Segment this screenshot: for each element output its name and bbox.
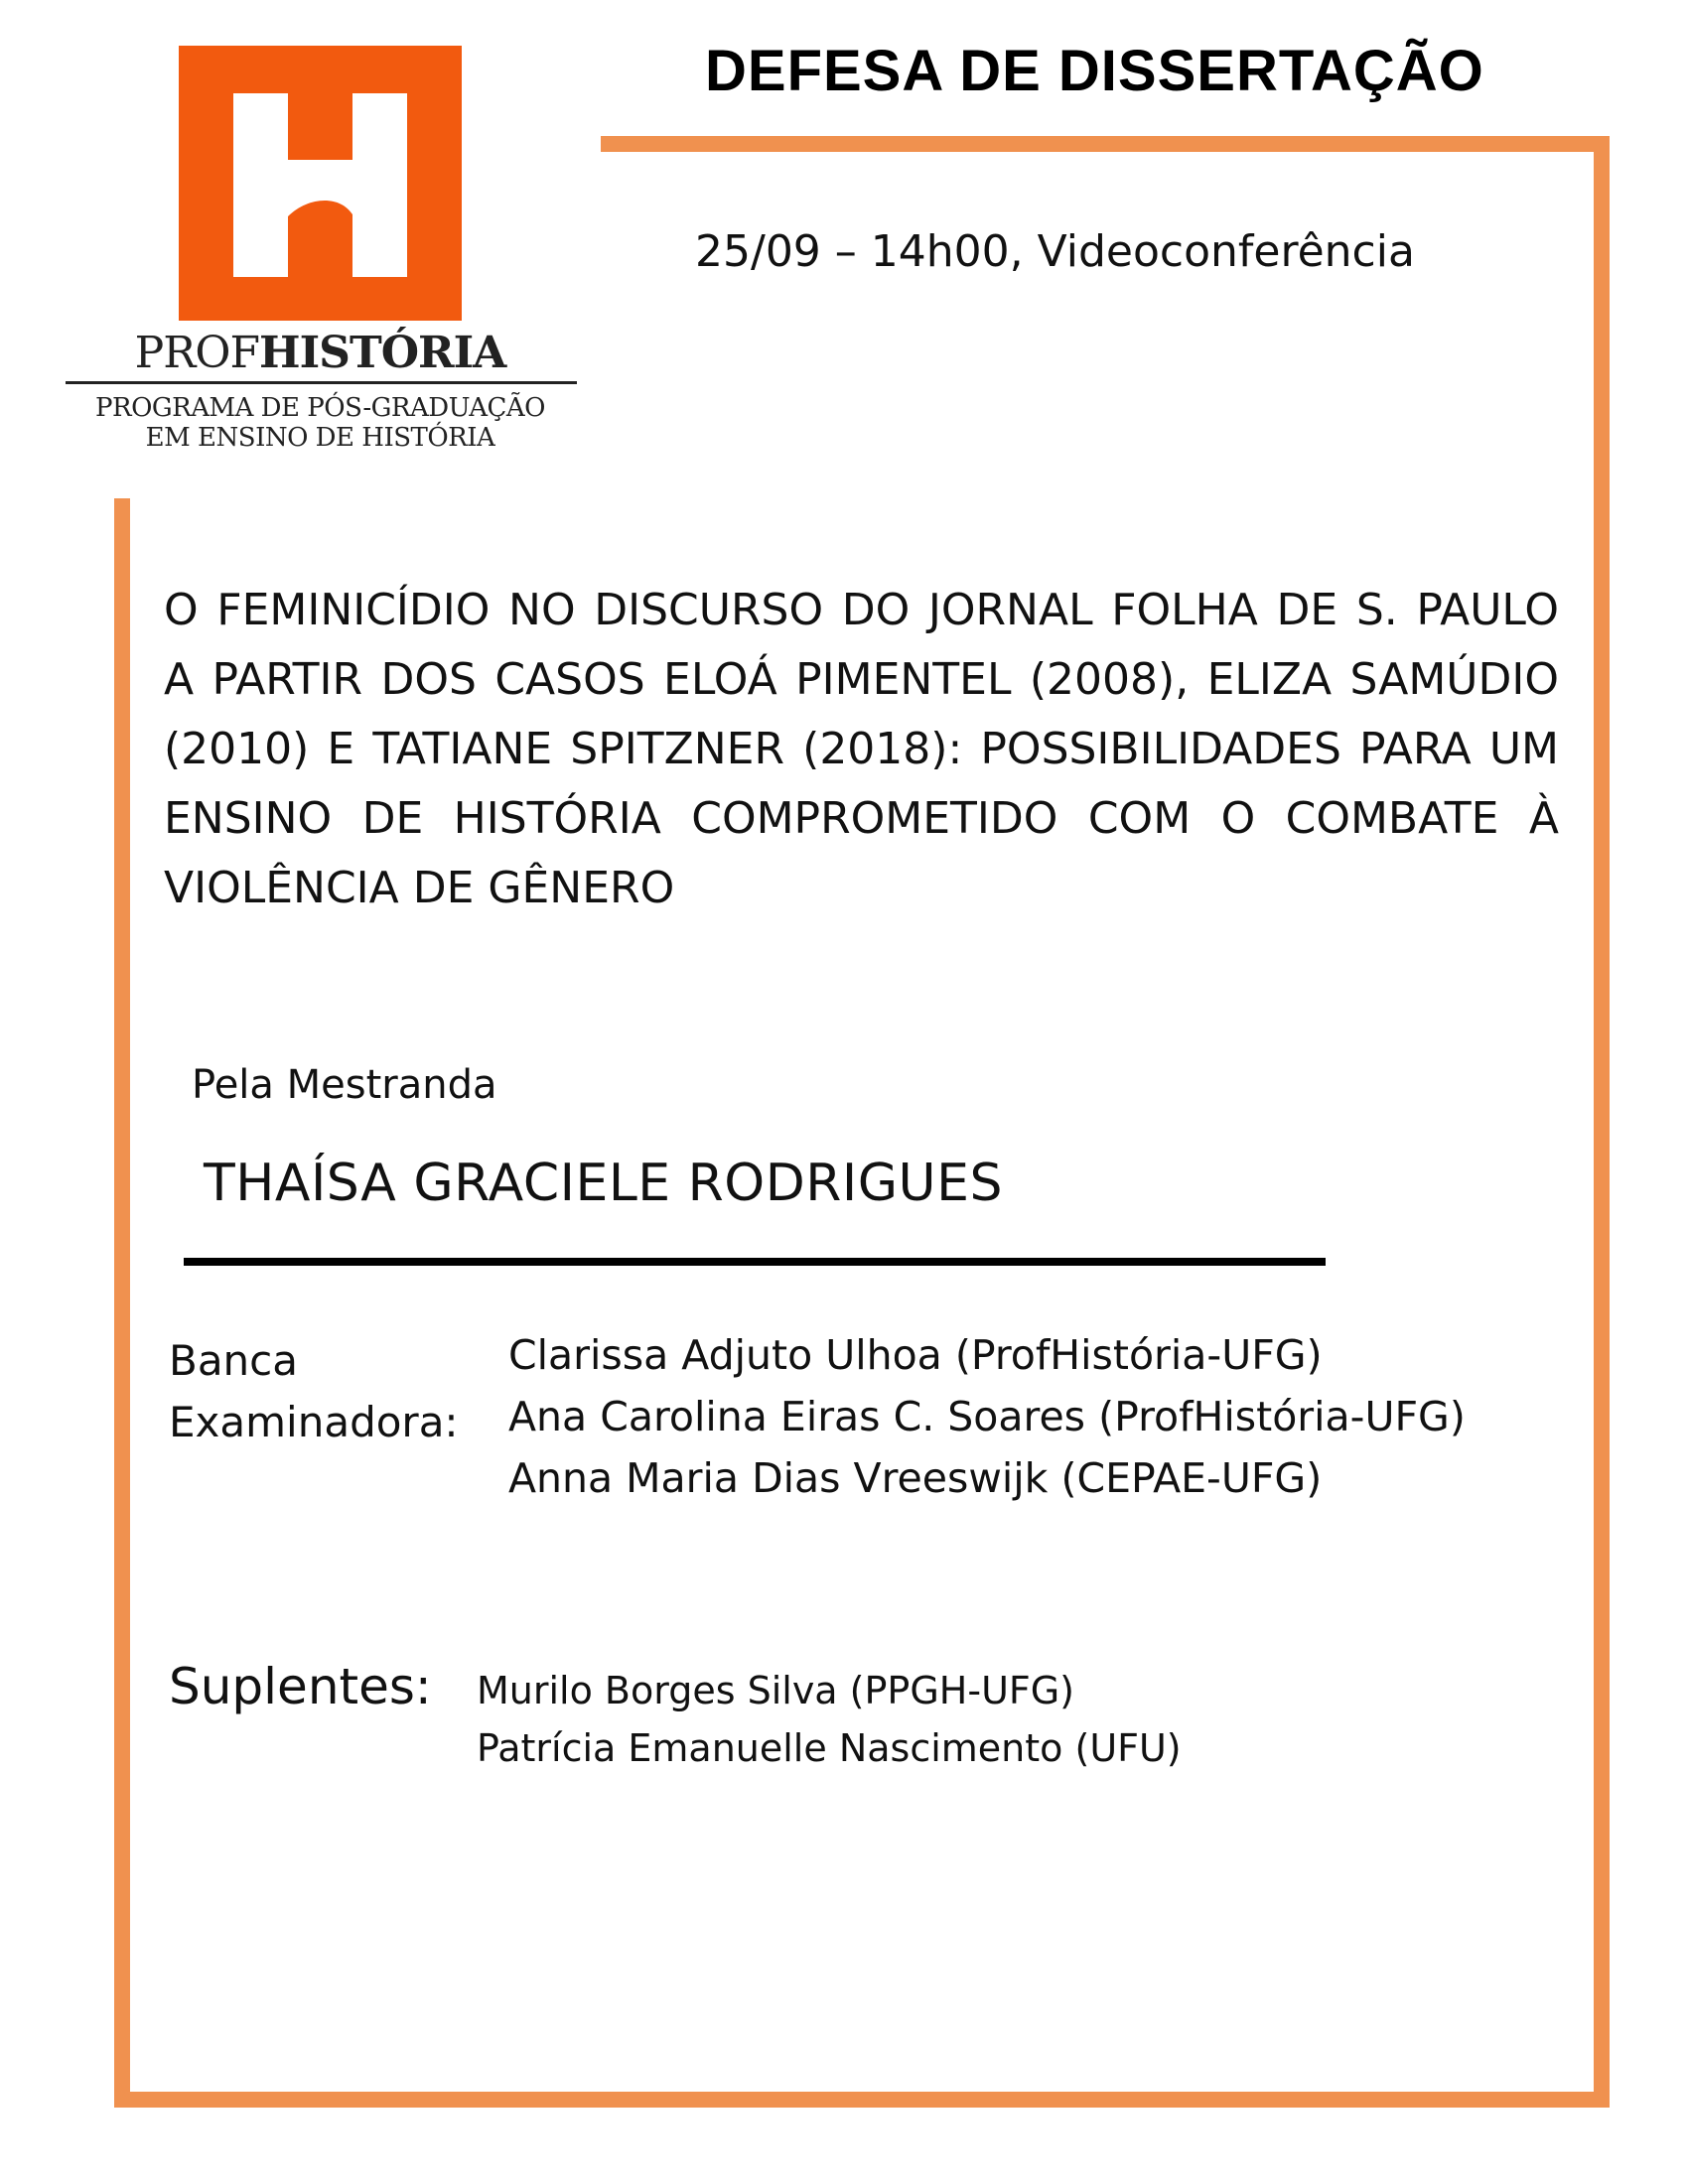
name-underline xyxy=(184,1258,1326,1266)
suplente-member: Murilo Borges Silva (PPGH-UFG) xyxy=(477,1669,1075,1712)
banca-member: Clarissa Adjuto Ulhoa (ProfHistória-UFG) xyxy=(508,1331,1323,1379)
frame-top-border xyxy=(601,136,1610,152)
suplente-member: Patrícia Emanuelle Nascimento (UFU) xyxy=(477,1726,1182,1770)
banca-member: Ana Carolina Eiras C. Soares (ProfHistória-UFG) xyxy=(508,1393,1466,1440)
banca-label xyxy=(169,1330,459,1453)
logo-title-historia: HISTÓRIA xyxy=(259,328,506,378)
banca-member: Anna Maria Dias Vreeswijk (CEPAE-UFG) xyxy=(508,1454,1323,1502)
presenter-label: Pela Mestranda xyxy=(192,1062,497,1108)
banca-label-line1: Banca xyxy=(169,1336,298,1385)
dissertation-title: O FEMINICÍDIO NO DISCURSO DO JORNAL FOLHA DE S. PAULO A PARTIR DOS CASOS ELOÁ PIMENTEL (2008), ELIZA SAMÚDIO (2010) E TATIANE SPITZNER (2018): POSSIBILIDADES PARA UM ENSINO DE HISTÓRIA COMPROMETIDO COM O COMBATE À VIOLÊNCIA DE GÊNERO xyxy=(164,585,1559,913)
banca-label-line2: Examinadora: xyxy=(169,1398,459,1446)
date-time-venue: 25/09 – 14h00, Videoconferência xyxy=(695,226,1415,277)
page-title: DEFESA DE DISSERTAÇÃO xyxy=(705,39,1484,103)
profhistoria-logo xyxy=(60,40,581,467)
logo-title-prof: PROF xyxy=(134,328,260,378)
suplentes-label: Suplentes: xyxy=(169,1658,432,1715)
frame-left-border xyxy=(114,498,130,2108)
logo-subtitle-line2: EM ENSINO DE HISTÓRIA xyxy=(145,423,495,453)
suplentes-members-list xyxy=(477,1662,1182,1777)
banca-members-list xyxy=(508,1324,1466,1509)
h-letter-mark-icon xyxy=(179,46,462,321)
logo-subtitle-line1: PROGRAMA DE PÓS-GRADUAÇÃO xyxy=(95,393,545,423)
logo-divider xyxy=(66,381,577,384)
frame-bottom-border xyxy=(114,2092,1610,2108)
student-name: THAÍSA GRACIELE RODRIGUES xyxy=(204,1154,1003,1213)
logo-title xyxy=(60,328,581,378)
frame-right-border xyxy=(1594,136,1610,2108)
